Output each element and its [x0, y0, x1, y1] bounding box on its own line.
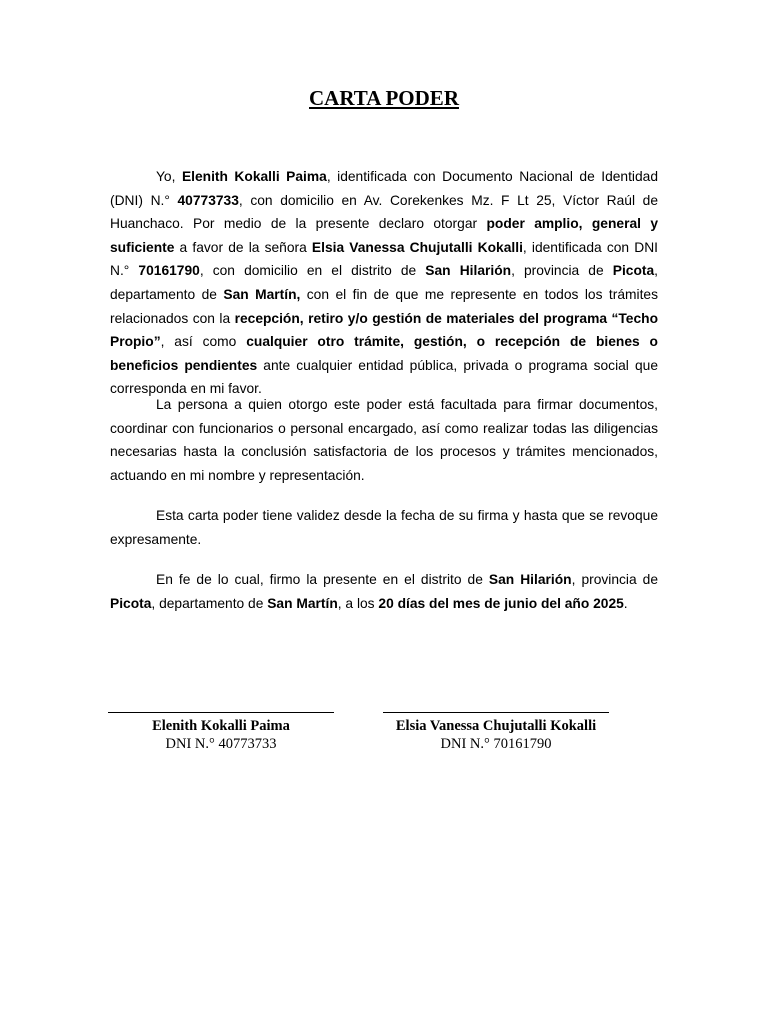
text-run: , identificada con DNI N.° — [110, 239, 658, 279]
attorney-dni: 70161790 — [138, 263, 200, 279]
signature-line — [108, 712, 334, 713]
department: San Martín, — [223, 286, 301, 302]
grantor-name: Elenith Kokalli Paima — [181, 169, 327, 184]
text-run: , a los — [337, 595, 379, 611]
text-run: , provincia de — [511, 263, 613, 279]
text-run: , así como — [160, 334, 247, 350]
scope-program: recepción, retiro y/o gestión de materiales del programa “Techo Propio” — [110, 310, 659, 350]
signature-line — [383, 712, 609, 713]
district: San Hilarión — [488, 572, 572, 587]
text-run: , identificada con Documento Nacional de Identidad (DNI) N.° — [110, 169, 659, 208]
paragraph-closing — [110, 568, 658, 615]
text-run: , con domicilio en el distrito de — [199, 263, 426, 279]
text-run: En fe de lo cual, firmo la presente en el distrito de — [156, 572, 489, 587]
scope-other: cualquier otro trámite, gestión, o recepción de bienes o beneficios pendientes — [110, 334, 658, 373]
signer-dni: DNI N.° 40773733 — [165, 736, 277, 752]
paragraph-faculties-text: La persona a quien otorgo este poder está facultada para firmar documentos, coordinar con funcionarios o personal encargado, así como realizar todas las diligencias necesarias hasta la conclusión satisfactoria de los procesos y trámites mencionados, actuando en mi nombre y representación. — [110, 397, 658, 483]
province: Picota — [110, 595, 152, 611]
grantor-dni: 40773733 — [177, 192, 239, 208]
text-run: , con domicilio en Av. Corekenkes Mz. F Lt 25, Víctor Raúl de Huanchaco. Por medio de la presente declaro otorgar — [110, 192, 658, 232]
signer-name: Elsia Vanessa Chujutalli Kokalli — [395, 718, 597, 734]
signing-date: 20 días del mes de junio del año 2025 — [378, 595, 624, 611]
district: San Hilarión — [425, 263, 512, 279]
text-run: , departamento de — [151, 595, 268, 611]
text-run: , departamento de — [110, 263, 658, 302]
document-title: CARTA PODER — [309, 86, 459, 110]
signer-name: Elenith Kokalli Paima — [152, 718, 290, 734]
province: Picota — [612, 263, 655, 279]
signature-block-grantor — [108, 712, 334, 753]
paragraph-granting — [110, 165, 658, 401]
power-type: poder amplio, general y suficiente — [110, 216, 659, 255]
text-run: , provincia de — [571, 572, 659, 587]
text-run: con el fin de que me represente en todos los trámites relacionados con la — [110, 286, 658, 326]
signer-dni: DNI N.° 70161790 — [440, 736, 552, 752]
text-run: a favor de la señora — [174, 239, 312, 255]
attorney-name: Elsia Vanessa Chujutalli Kokalli — [311, 239, 523, 255]
text-run: . — [623, 595, 628, 611]
text-run: ante cualquier entidad pública, privada o programa social que corresponda en mi favor. — [110, 357, 658, 397]
paragraph-validity-text: Esta carta poder tiene validez desde la fecha de su firma y hasta que se revoque expresamente. — [110, 508, 658, 547]
paragraph-faculties — [110, 393, 658, 487]
paragraph-validity — [110, 504, 658, 551]
department: San Martín — [267, 595, 338, 611]
signature-block-attorney — [383, 712, 609, 753]
text-run: Yo, — [156, 169, 182, 184]
